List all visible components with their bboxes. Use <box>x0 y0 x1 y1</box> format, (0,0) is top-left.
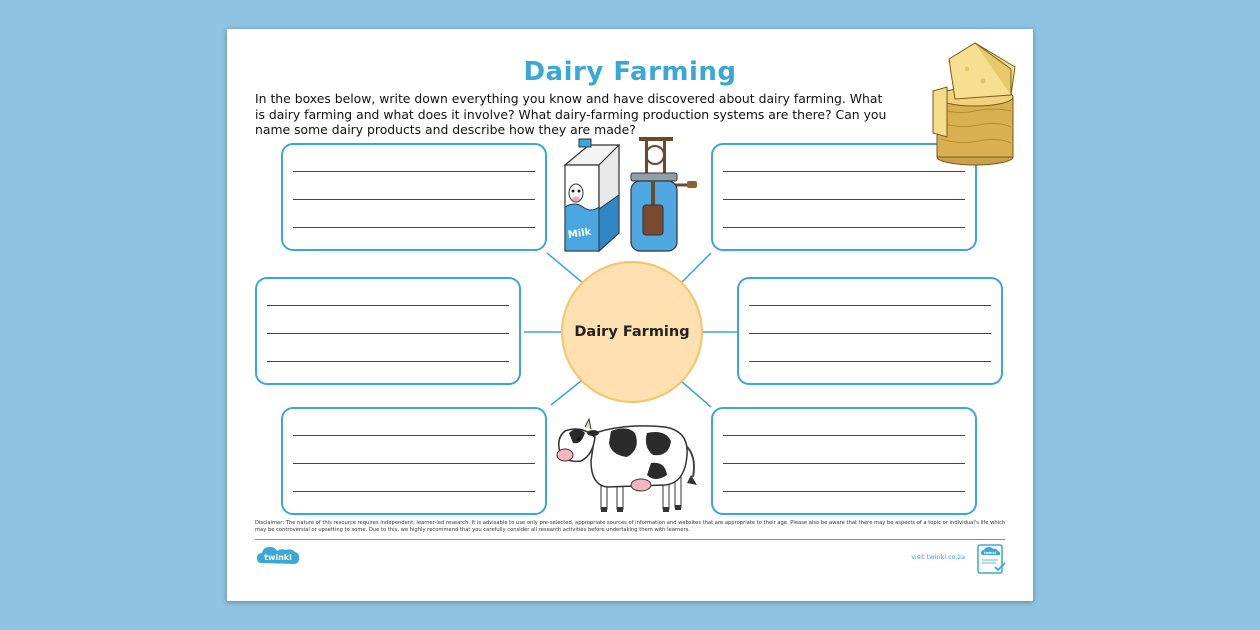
writing-line <box>723 171 965 172</box>
milk-carton-icon <box>561 137 623 255</box>
worksheet-page <box>227 29 1033 601</box>
center-hub-label: Dairy Farming <box>574 324 690 340</box>
twinkl-logo-text: twinkl <box>264 553 292 562</box>
writing-line <box>723 463 965 464</box>
writing-line <box>749 361 991 362</box>
worksheet-title: Dairy Farming <box>523 57 737 87</box>
writing-box-middle-right[interactable] <box>737 277 1003 385</box>
writing-box-middle-left[interactable] <box>255 277 521 385</box>
writing-line <box>293 435 535 436</box>
writing-line <box>723 199 965 200</box>
quality-badge-icon <box>975 543 1007 575</box>
writing-box-top-left[interactable] <box>281 143 547 251</box>
center-hub-circle <box>561 261 703 403</box>
writing-box-bottom-left[interactable] <box>281 407 547 515</box>
writing-line <box>267 333 509 334</box>
writing-line <box>723 227 965 228</box>
writing-line <box>293 491 535 492</box>
instructions-text: In the boxes below, write down everything you know and have discovered about dairy farming. What is dairy farming and what does it involve? What dairy-farming production systems are there? Can you name some dairy products and describe how they are made? <box>255 91 887 137</box>
footer-divider <box>255 539 1005 540</box>
cow-icon <box>555 405 707 517</box>
writing-box-bottom-right[interactable] <box>711 407 977 515</box>
milk-carton-label: Milk <box>567 226 593 241</box>
writing-line <box>749 333 991 334</box>
butter-churn-icon <box>627 135 699 255</box>
writing-line <box>267 361 509 362</box>
cheese-icon <box>927 39 1021 167</box>
writing-line <box>293 171 535 172</box>
badge-logo-text: twinkl <box>984 551 996 555</box>
visit-website-text: visit twinkl.co.za <box>911 553 965 561</box>
writing-line <box>293 227 535 228</box>
writing-line <box>267 305 509 306</box>
writing-line <box>723 435 965 436</box>
twinkl-logo-icon <box>255 543 301 569</box>
disclaimer-text: Disclaimer: The nature of this resource requires independent, learner-led research. It is advisable to use only pre-selected, appropriate sources of information and websites that are appropriate to their age. Please also be aware that there may be aspects of a topic or individual's life which may be controversial or upsetting to some. Due to this, we highly recommend that you carefully consider all research activities before undertaking them with learners. <box>255 520 1006 533</box>
writing-line <box>293 199 535 200</box>
writing-line <box>749 305 991 306</box>
writing-line <box>723 491 965 492</box>
writing-line <box>293 463 535 464</box>
